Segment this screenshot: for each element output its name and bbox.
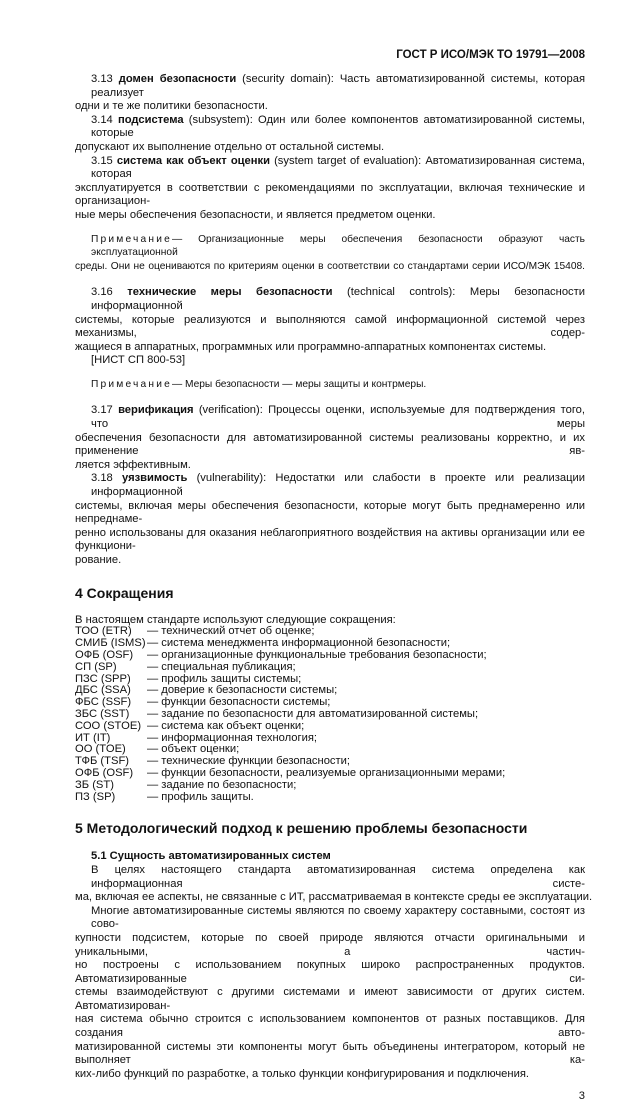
abbreviation-meaning: — функции безопасности, реализуемые организационными мерами; — [147, 766, 506, 779]
definition-3-16 — [75, 286, 585, 368]
abbreviation-row — [75, 780, 585, 792]
abbreviation-row — [75, 768, 585, 780]
paragraph-line: ких-либо функций по разработке, а только функции конфигурирования и подключения. — [75, 1067, 529, 1080]
def-line: одни и те же политики безопасности. — [75, 100, 268, 113]
def-term: домен безопасности — [118, 73, 237, 85]
def-line: жащиеся в аппаратных, программных или программно-аппаратных компонентах системы. — [75, 340, 547, 353]
paragraph-line: но построены с использованием покупных широко распространенных продуктов. Автоматизированные си- — [75, 959, 585, 985]
def-line: рование. — [75, 554, 122, 566]
def-text: (technical controls): Меры безопасности информационной — [91, 286, 586, 312]
abbreviation: ФБС (SSF) — [75, 696, 132, 709]
paragraph-line: матизированной системы эти компоненты могут быть объединены интегратором, который не выполняет ка- — [75, 1040, 585, 1067]
document-header: ГОСТ Р ИСО/МЭК ТО 19791—2008 — [396, 49, 585, 61]
def-number: 3.15 — [91, 154, 113, 167]
abbreviation-row — [75, 650, 585, 662]
abbreviation-meaning: — задание по безопасности; — [147, 778, 297, 791]
note-text: — Меры безопасности — меры защиты и контрмеры. — [171, 378, 427, 390]
def-number: 3.14 — [91, 113, 113, 126]
abbreviation: ДБС (SSA) — [75, 684, 131, 697]
abbreviation-meaning: — профиль защиты. — [147, 790, 254, 803]
def-line: системы, включая меры обеспечения безопасности, которые могут быть преднамеренно или непреднаме- — [75, 499, 585, 526]
definition-3-18 — [75, 472, 585, 567]
paragraph-line: ная система обычно строится с использованием компонентов от разных поставщиков. Для создания авто- — [75, 1013, 585, 1040]
definition-3-14 — [75, 114, 585, 155]
abbreviation-meaning: — система как объект оценки; — [147, 719, 305, 732]
def-text: (verification): Процессы оценки, используемые для подтверждения того, что меры — [91, 404, 586, 431]
def-line: эксплуатируется в соответствии с рекомендациями по эксплуатации, включая технические и организацион- — [75, 181, 585, 208]
abbreviation-meaning: — задание по безопасности для автоматизированной системы; — [147, 707, 479, 720]
abbreviation-meaning: — объект оценки; — [147, 743, 240, 756]
def-term: технические меры безопасности — [127, 286, 333, 299]
def-line: системы, которые реализуются и выполняются самой информационной системой через механизмы, содер- — [75, 313, 585, 340]
paragraph-1 — [75, 863, 593, 905]
abbreviation: ЗБС (SST) — [75, 707, 130, 720]
def-text: (system target of evaluation): Автоматизированная система, которая — [91, 154, 586, 181]
def-number: 3.13 — [91, 73, 113, 85]
abbreviation-row — [75, 721, 585, 733]
note-1 — [75, 233, 585, 274]
def-number: 3.17 — [91, 404, 113, 417]
abbreviation-meaning: — функции безопасности системы; — [147, 696, 331, 709]
abbreviation: ЗБ (ST) — [75, 778, 114, 791]
abbreviation-meaning: — специальная публикация; — [147, 660, 296, 673]
abbreviations-list — [75, 615, 585, 804]
abbreviation-meaning: — технический отчет об оценке; — [147, 625, 315, 638]
note-label: Примечание — [91, 233, 172, 245]
def-term: подсистема — [117, 113, 184, 126]
subsection-5-1-heading: 5.1 Сущность автоматизированных систем — [91, 850, 331, 863]
def-line: ренно использованы для оказания неблагоприятного воздействия на активы организации или ее функциони- — [75, 526, 585, 553]
abbreviation-meaning: — система менеджмента информационной безопасности; — [147, 637, 451, 650]
paragraph-line: ма, включая ее аспекты, не связанные с ИТ, рассматриваемая в контексте среды ее эксплуатации. — [75, 891, 593, 904]
definition-3-17 — [75, 404, 585, 472]
abbreviation: ПЗ (SP) — [75, 790, 116, 803]
abbreviation: ТФБ (TSF) — [75, 755, 129, 768]
abbreviation-row — [75, 792, 585, 804]
def-text: (security domain): Часть автоматизированной системы, которая реализует — [91, 73, 586, 99]
paragraph-line: Многие автоматизированные системы являются по своему характеру составными, состоят из сово- — [91, 904, 585, 931]
def-line: допускают их выполнение отдельно от остальной системы. — [75, 140, 385, 153]
page-number: 3 — [578, 1090, 585, 1103]
abbreviation-meaning: — доверие к безопасности системы; — [147, 684, 338, 697]
note-text: — Организационные меры обеспечения безопасности образуют часть эксплуатационной — [91, 233, 585, 259]
def-number: 3.18 — [91, 472, 113, 485]
definition-3-13 — [75, 73, 585, 114]
abbreviation: ТОО (ETR) — [75, 625, 132, 638]
note-2 — [75, 378, 585, 392]
section-5-heading: 5 Методологический подход к решению проблемы безопасности — [75, 820, 528, 837]
def-number: 3.16 — [91, 286, 113, 299]
def-term: уязвимость — [122, 472, 188, 485]
abbreviation: СП (SP) — [75, 660, 117, 673]
def-reference: [НИСТ СП 800-53] — [91, 354, 186, 367]
note-line: среды. Они не оцениваются по критериям оценки в соответствии со стандартами серии ИСО/МЭК 15408. — [75, 260, 585, 272]
def-line: ные меры обеспечения безопасности, и является предметом оценки. — [75, 208, 436, 221]
def-line: ляется эффективным. — [75, 458, 191, 471]
definition-3-15 — [75, 155, 585, 223]
note-label: Примечание — [91, 378, 172, 390]
paragraph-line: купности подсистем, которые по своей природе являются отчасти оригинальными и уникальными, а частич- — [75, 931, 585, 958]
abbreviation-row — [75, 709, 585, 721]
def-text: (subsystem): Один или более компонентов автоматизированной системы, которые — [91, 113, 586, 140]
paragraph-line: стемы взаимодействуют с другими системами и имеют зависимости от других систем. Автоматизирован- — [75, 986, 585, 1012]
def-term: система как объект оценки — [116, 154, 270, 167]
abbreviation-meaning: — организационные функциональные требования безопасности; — [147, 648, 487, 661]
abbreviation: ОФБ (OSF) — [75, 648, 134, 661]
def-line: обеспечения безопасности для автоматизированной системы реализованы корректно, и их применение яв- — [75, 431, 585, 458]
paragraph-2 — [75, 905, 585, 1082]
def-term: верификация — [118, 404, 194, 417]
abbreviation-meaning: — профиль защиты системы; — [147, 672, 302, 685]
abbreviation: СМИБ (ISMS) — [75, 637, 146, 650]
paragraph-line: В целях настоящего стандарта автоматизированная система определена как информационная систе- — [91, 863, 585, 890]
document-page — [75, 48, 593, 1104]
abbreviation: ОО (TOE) — [75, 743, 126, 756]
abbreviation-meaning: — информационная технология; — [147, 731, 318, 744]
abbreviation: ПЗС (SPP) — [75, 672, 131, 685]
abbreviations-intro: В настоящем стандарте используют следующие сокращения: — [75, 613, 396, 626]
abbreviation: ОФБ (OSF) — [75, 766, 134, 779]
abbreviation-row — [75, 662, 585, 674]
abbreviation-meaning: — технические функции безопасности; — [147, 755, 351, 768]
section-4-heading: 4 Сокращения — [75, 584, 174, 601]
abbreviation: СОО (STOE) — [75, 719, 142, 732]
def-text: (vulnerability): Недостатки или слабости в проекте или реализации информационной — [91, 472, 586, 499]
abbreviation: ИТ (IT) — [75, 731, 111, 744]
